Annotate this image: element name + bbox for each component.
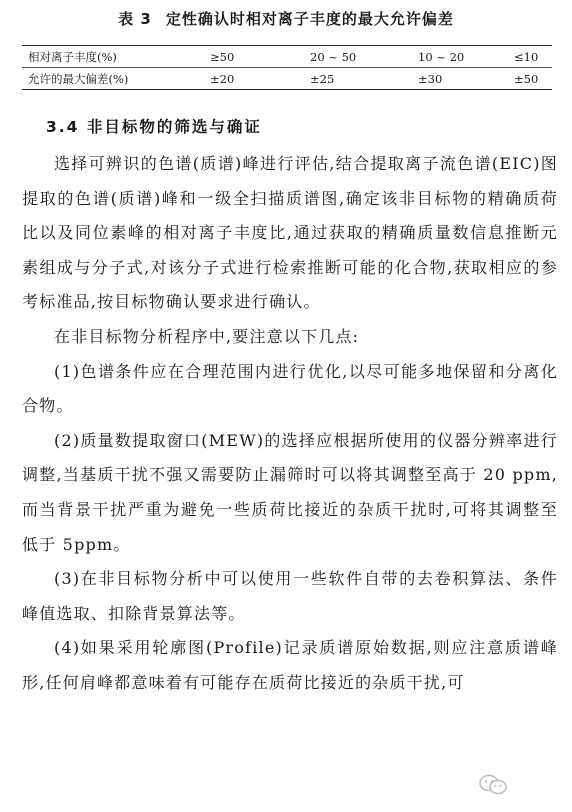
- section-heading: 3.4 非目标物的筛选与确证: [46, 118, 262, 136]
- table-cell: ≥50: [206, 46, 306, 68]
- table-cell: ±25: [306, 68, 414, 90]
- paragraph: (3)在非目标物分析中可以使用一些软件自带的去卷积算法、条件峰值选取、扣除背景算法等。: [22, 569, 558, 623]
- table-cell: ≤10: [510, 46, 552, 68]
- table-caption: [0, 8, 572, 29]
- table-cell: 允许的最大偏差(%): [22, 68, 206, 90]
- paragraph: 在非目标物分析程序中,要注意以下几点:: [54, 326, 360, 346]
- table-cell: 相对离子丰度(%): [22, 46, 206, 68]
- paragraph: (4)如果采用轮廓图(Profile)记录质谱原始数据,则应注意质谱峰形,任何肩峰都意味着有可能存在质荷比接近的杂质干扰,可: [22, 638, 558, 692]
- table-cell: 20 ~ 50: [306, 46, 414, 68]
- body-text: [22, 147, 558, 701]
- table-row: [22, 68, 552, 90]
- paragraph: (2)质量数提取窗口(MEW)的选择应根据所使用的仪器分辨率进行调整,当基质干扰不强又需要防止漏筛时可以将其调整至高于 20 ppm,而当背景干扰严重为避免一些质荷比接近的杂质干扰时,可将其调整至低于 5ppm。: [22, 430, 558, 554]
- table-cell: ±50: [510, 68, 552, 90]
- table-row: [22, 46, 552, 68]
- wechat-watermark-icon: [478, 773, 508, 797]
- table-number: 表 3: [118, 10, 152, 28]
- table-cell: ±20: [206, 68, 306, 90]
- table-cell: ±30: [414, 68, 510, 90]
- tolerance-table: [22, 45, 552, 90]
- paragraph: (1)色谱条件应在合理范围内进行优化,以尽可能多地保留和分离化合物。: [22, 361, 558, 416]
- paragraph: 选择可辨识的色谱(质谱)峰进行评估,结合提取离子流色谱(EIC)图提取的色谱(质谱)峰和一级全扫描质谱图,确定该非目标物的精确质荷比以及同位素峰的相对离子丰度比,通过获取的精确质量数信息推断元素组成与分子式,对该分子式进行检索推断可能的化合物,获取相应的参考标准品,按目标物确认要求进行确认。: [22, 154, 558, 312]
- table-cell: 10 ~ 20: [414, 46, 510, 68]
- table-title: 定性确认时相对离子丰度的最大允许偏差: [165, 10, 454, 28]
